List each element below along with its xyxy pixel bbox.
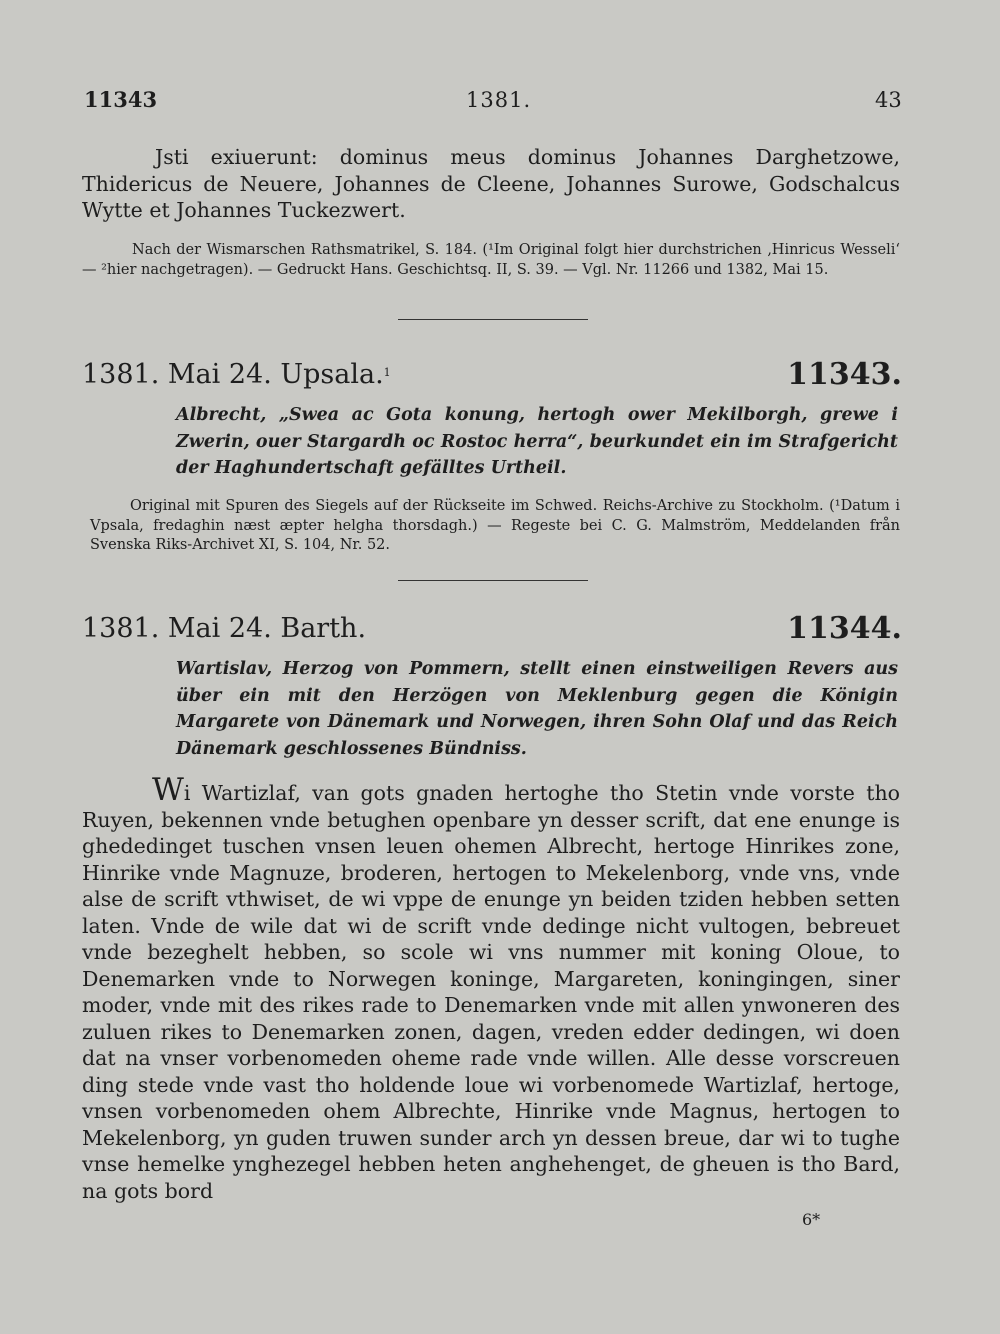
- running-head-year: 1381.: [466, 88, 532, 112]
- entry-11343-date-place: 1381. Mai 24. Upsala.$^1$: [82, 359, 391, 390]
- page-number: 43: [875, 88, 902, 112]
- entry-11343-number: 11343.: [787, 357, 902, 392]
- running-head-entry-number: 11343: [84, 87, 158, 112]
- entry-11343-source-note: Nach der Wismarschen Rathsmatrikel, S. 184. (¹Im Original folgt hier durchstrichen ‚Hinricus Wesseli‘ — ²hier nachgetragen). — Gedruckt Hans. Geschichtsq. II, S. 39. — Vgl. Nr. 11266 und 1382, Mai 15.: [82, 242, 900, 278]
- entry-11344-body: i Wartizlaf, van gots gnaden hertoghe tho Stetin vnde vorste tho Ruyen, bekennen vnde betughen openbare yn desser scrift, dat ene enunge is ghededinget tuschen vnsen leuen ohemen Albrecht, hertoge Hinrikes zone, Hinrike vnde Magnuze, broderen, hertogen to Mekelenborg, vnde vns, vnde alse de scrift vthwiset, de wi vppe de enunge yn beiden tziden hebben setten laten. Vnde de wile dat wi de scrift vnde dedinge nicht vultogen, bebreuet vnde bezeghelt hebben, so scole wi vns nummer mit koning Oloue, to Denemarken vnde to Norwegen koninge, Margareten, koningingen, siner moder, vnde mit des rikes rade to Denemarken vnde mit allen ynwoneren des zuluen rikes to Denemarken zonen, dagen, vreden edder dedingen, wi doen dat na vnser vorbenomeden oheme rade vnde willen. Alle desse vorscreuen ding stede vnde vast tho holdende loue wi vorbenomede Wartizlaf, hertoge, vnsen vorbenomeden ohem Albrechte, Hinrike vnde Magnus, hertogen to Mekelenborg, yn guden truwen sunder arch yn dessen breue, dar wi to tughe vnse hemelke ynghezegel hebben heten anghehenget, de gheuen is tho Bard, na gots bord: [82, 781, 900, 1203]
- entry-11344-date-place: 1381. Mai 24. Barth.: [82, 613, 367, 644]
- entry-11343-heading: [82, 358, 902, 392]
- entry-11343-regest: Albrecht, „Swea ac Gota konung, hertogh ower Mekilborgh, grewe i Zwerin, ouer Stargardh oc Rostoc herra“, beurkundet ein im Strafgericht der Haghundertschaft gefälltes Urtheil.: [176, 405, 898, 478]
- initial-letter: W: [152, 772, 184, 808]
- section-divider: [398, 319, 588, 320]
- footnote-mark: 1: [383, 366, 391, 379]
- section-divider-2: [398, 580, 588, 581]
- entry-11344-document-text: [82, 772, 900, 1204]
- entry-11344-regest: Wartislav, Herzog von Pommern, stellt einen einstweiligen Revers aus über ein mit den Herzögen von Meklenburg gegen die Königin Margarete von Dänemark und Norwegen, ihren Sohn Olaf und das Reich Dänemark geschlossenes Bündniss.: [176, 659, 898, 759]
- entry-11343-continuation-text: Jsti exiuerunt: dominus meus dominus Johannes Darghetzowe, Thidericus de Neuere, Johannes de Cleene, Johannes Surowe, Godschalcus Wytte et Johannes Tuckezwert.: [82, 145, 900, 222]
- entry-11344-number: 11344.: [787, 611, 902, 646]
- entry-11343-source-note-2: Original mit Spuren des Siegels auf der Rückseite im Schwed. Reichs-Archive zu Stockholm. (¹Datum i Vpsala, fredaghin næst æpter helgha thorsdagh.) — Regeste bei C. G. Malmström, Meddelanden från Svenska Riks-Archivet XI, S. 104, Nr. 52.: [90, 498, 900, 553]
- entry-11344-heading: [82, 612, 902, 646]
- signature-mark: 6*: [802, 1210, 821, 1229]
